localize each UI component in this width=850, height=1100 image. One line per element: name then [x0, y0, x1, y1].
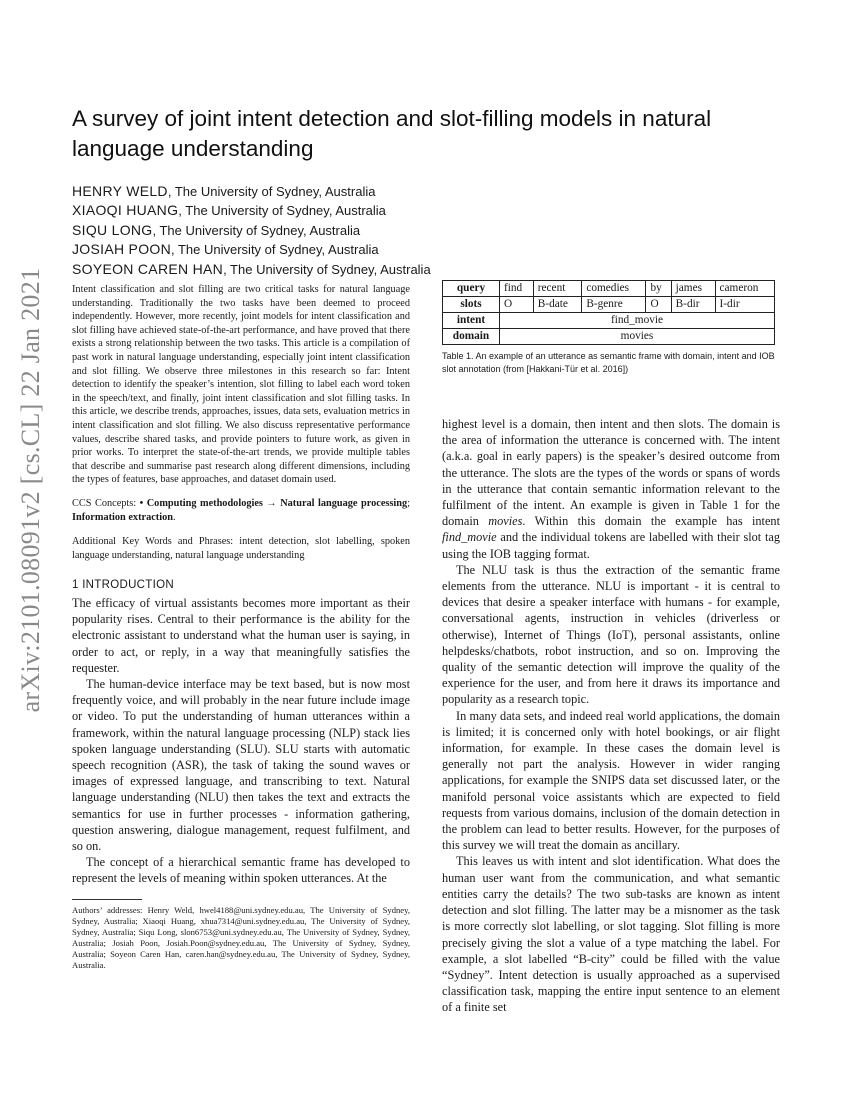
emphasis: movies	[488, 514, 523, 529]
row-label: query	[443, 281, 500, 297]
author-entry	[72, 182, 472, 201]
ccs-separator: ;	[407, 497, 411, 509]
table-cell: cameron	[715, 281, 774, 297]
text-run: and the individual tokens are labelled with their slot tag using the IOB tagging format.	[442, 530, 780, 561]
table-cell: I-dir	[715, 297, 774, 313]
semantic-frame-table	[442, 280, 775, 345]
intro-paragraph-2: The human-device interface may be text based, but is now most frequently voice, and will probably in the near future include image or video. To put the understanding of human utterances within a framework, within the natural language processing (NLP) stack lies spoken language understanding (SLU). SLU starts with automatic speech recognition (ASR), the task of taking the sound waves or images of expressed language, and transcribing to text. Natural language understanding (NLU) then takes the text and extracts the semantics for use in further processes - information gathering, question answering, dialogue management, request fulfilment, and so on.	[72, 676, 410, 853]
text-run: highest level is a domain, then intent and then slots. The domain is the area of information the utterance is concerned with. The intent (a.k.a. goal in early papers) is the speaker’s desired outcome from the utterance. The slots are the types of the words or spans of words in the utterance that contain semantic information relevant to the fulfilment of the intent. An example is given in Table 1 for the domain	[442, 417, 780, 529]
intro-paragraph-1: The efficacy of virtual assistants becomes more important as their popularity rises. Central to their performance is the ability for the electronic assistant to understand what the human user is saying, in order to act, or reply, in a way that meaningfully satisfies the requester.	[72, 595, 410, 675]
right-paragraph-1	[442, 416, 780, 562]
table-cell: find_movie	[500, 313, 775, 329]
keywords-label: Additional Key Words and Phrases:	[72, 535, 240, 547]
table-cell: B-genre	[582, 297, 646, 313]
author-affiliation: , The University of Sydney, Australia	[170, 242, 379, 258]
table-cell: recent	[533, 281, 582, 297]
row-label: domain	[443, 329, 500, 345]
introduction-body	[72, 595, 410, 887]
author-name: SOYEON CAREN HAN	[72, 260, 224, 277]
author-affiliation: , The University of Sydney, Australia	[178, 203, 386, 219]
author-entry	[72, 260, 472, 279]
row-label: intent	[443, 313, 500, 329]
author-name: XIAOQI HUANG	[72, 202, 179, 219]
author-name: JOSIAH POON	[72, 241, 171, 258]
table-cell: james	[671, 281, 715, 297]
author-addresses-footnote: Authors’ addresses: Henry Weld, hwel4188@uni.sydney.edu.au, The University of Sydney, Sydney, Australia; Xiaoqi Huang, xhua7314@uni.sydney.edu.au, The University of Sydney, Sydney, Australia; Siqu Long, slon6753@uni.sydney.edu.au, The University of Sydney, Sydney, Australia; Josiah Poon, Josiah.Poon@sydney.edu.au, The University of Sydney, Sydney, Australia; Soyeon Caren Han, caren.han@sydney.edu.au, The University of Sydney, Sydney, Australia.	[72, 904, 410, 971]
table-row-query	[443, 281, 775, 297]
table-row-slots	[443, 297, 775, 313]
author-entry	[72, 201, 472, 220]
row-label: slots	[443, 297, 500, 313]
keywords	[72, 535, 410, 563]
ccs-concepts	[72, 497, 410, 525]
table-cell: comedies	[582, 281, 646, 297]
left-column	[72, 283, 410, 971]
arxiv-identifier: arXiv:2101.08091v2 [cs.CL] 22 Jan 2021	[16, 267, 45, 713]
abstract-text: Intent classification and slot filling are two critical tasks for natural language understanding. Traditionally the two tasks have been deemed to proceed independently. However, more recently, joint models for intent classification and slot filling have achieved state-of-the-art performance, and have proved that there exists a strong relationship between the two tasks. This article is a compilation of past work in natural language understanding, especially joint intent classification and slot filling. We observe three milestones in this research so far: Intent detection to identify the speaker’s intention, slot filling to label each word token in the speech/text, and finally, joint intent classification and slot filling tasks. In this article, we describe trends, approaches, issues, data sets, evaluation metrics in intent classification and slot filling. We also discuss representative performance values, describe shared tasks, and provide pointers to future work, as given in prior works. To interpret the state-of-the-art trends, we provide multiple tables that describe and summarise past research along different dimensions, including the types of features, base approaches, and dataset domain used.	[72, 284, 410, 486]
ccs-label: CCS Concepts:	[72, 497, 140, 509]
table-cell: B-date	[533, 297, 582, 313]
paper-title: A survey of joint intent detection and slot-filling models in natural language understanding	[72, 106, 712, 161]
author-name: SIQU LONG	[72, 221, 153, 238]
author-list	[72, 182, 472, 279]
abstract	[72, 283, 410, 487]
author-affiliation: , The University of Sydney, Australia	[167, 184, 376, 199]
emphasis: find_movie	[442, 530, 497, 545]
author-entry	[72, 240, 472, 259]
right-paragraph-3: In many data sets, and indeed real world applications, the domain is limited; it is concerned only with hotel bookings, or air flight information, for example. In these cases the domain level is generally not part the analysis. However in wider ranging applications, for example the SNIPS data set discussed later, or the manifold personal voice assistants which are expected to field requests from various domains, inclusion of the domain detection in the problem can lead to better results. However, for the purposes of this survey we will treat the domain as ancillary.	[442, 708, 780, 853]
table-row-domain	[443, 329, 775, 345]
table-row-intent	[443, 313, 775, 329]
author-affiliation: , The University of Sydney, Australia	[223, 261, 431, 277]
author-name: HENRY WELD	[72, 183, 168, 199]
keywords-text: intent detection, slot labelling, spoken language understanding, natural language understanding	[72, 535, 410, 561]
table-cell: movies	[500, 329, 775, 345]
ccs-end: .	[172, 511, 176, 523]
ccs-concept-1: • Computing methodologies → Natural language processing	[139, 497, 408, 509]
intro-paragraph-3: The concept of a hierarchical semantic frame has developed to represent the levels of meaning within spoken utterances. At the	[72, 855, 410, 886]
ccs-concept-2: Information extraction	[72, 511, 173, 523]
author-entry	[72, 221, 472, 240]
table-cell: O	[500, 297, 534, 313]
section-heading-introduction: 1 INTRODUCTION	[72, 578, 174, 591]
table-cell: O	[646, 297, 671, 313]
right-paragraph-2: The NLU task is thus the extraction of the semantic frame elements from the utterance. NLU is important - it is central to devices that desire a speaker interface with humans - for example, conversational agents, instruction in vehicles (driverless or otherwise), Internet of Things (IoT), personal assistants, online helpdesks/chatbots, robot instruction, and so on. Improving the quality of the semantic detection will improve the quality of the experience for the user, and from here it draws its importance and popularity as a research topic.	[442, 562, 780, 707]
table-cell: find	[500, 281, 534, 297]
right-paragraph-4: This leaves us with intent and slot identification. What does the human user want from the communication, and what semantic entities carry the details? The two sub-tasks are known as intent detection and slot filling. The latter may be a misnomer as the task is more correctly slot labelling, or slot tagging. Slot filling is more precisely giving the slot a value of a type matching the label. For example, a slot labelled “B-city” could be filled with the value “Sydney”. Intent detection is usually approached as a supervised classification task, mapping the entire input sentence to an element of a finite set	[442, 854, 780, 1015]
right-column	[442, 416, 780, 1016]
table-1	[442, 280, 780, 375]
text-run: . Within this domain the example has intent	[522, 514, 780, 529]
table-caption: Table 1. An example of an utterance as semantic frame with domain, intent and IOB slot annotation (from [Hakkani-Tür et al. 2016])	[442, 351, 775, 374]
table-cell: B-dir	[671, 297, 715, 313]
author-affiliation: , The University of Sydney, Australia	[152, 222, 361, 238]
table-cell: by	[646, 281, 671, 297]
footnote-rule	[72, 899, 142, 900]
